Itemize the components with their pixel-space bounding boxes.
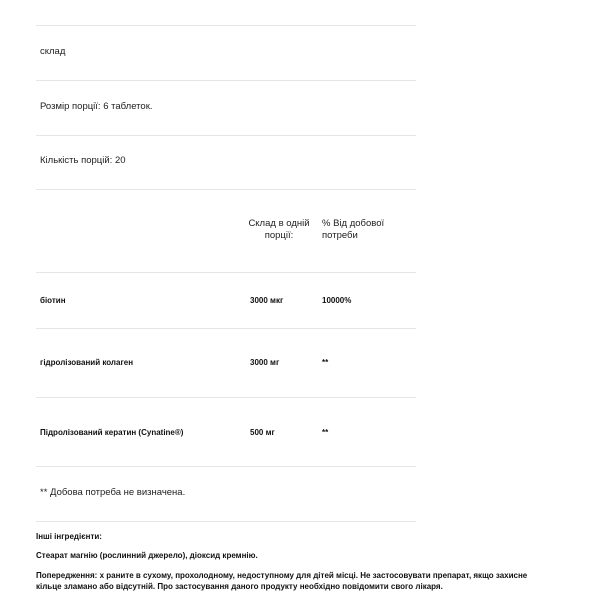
other-ingredients: Стеарат магнію (рослинний джерело), діоксид кремнію. [36,551,258,560]
header-dv-line1: % Від добової [322,218,385,229]
servings-count: Кількість порцій: 20 [40,155,126,166]
row-dv: ** [322,358,329,367]
row-amount: 3000 мг [250,358,280,367]
header-amount-line1: Склад в одній [248,218,310,229]
other-ingredients-label: Інші інгредієнти: [36,532,102,541]
row-name: біотин [40,296,66,305]
serving-size: Розмір порції: 6 таблеток. [40,101,153,112]
section-title: склад [40,46,66,57]
warnings-line1: Попередження: х раните в сухому, прохолодному, недоступному для дітей місці. Не застосовувати препарат, якщо захисне [36,571,528,580]
divider [36,397,416,398]
header-dv-line2: потреби [322,230,358,241]
row-amount: 3000 мкг [250,296,284,305]
divider [36,272,416,273]
divider [36,80,416,81]
row-dv: ** [322,428,329,437]
row-dv: 10000% [322,296,352,305]
divider [36,25,416,26]
divider [36,135,416,136]
header-amount [244,218,314,242]
warnings-line2: кільце зламано або відсутній. Про застосування даного продукту необхідно повідомити свого лікаря. [36,582,443,591]
row-name: гідролізований колаген [40,358,134,367]
footnote: ** Добова потреба не визначена. [40,487,186,498]
row-amount: 500 мг [250,428,275,437]
header-amount-line2: порції: [264,230,294,241]
header-daily-value [322,218,384,242]
divider [36,521,416,522]
divider [36,189,416,190]
row-name: Підролізований кератин (Cynatine®) [40,428,184,437]
divider [36,328,416,329]
divider [36,466,416,467]
